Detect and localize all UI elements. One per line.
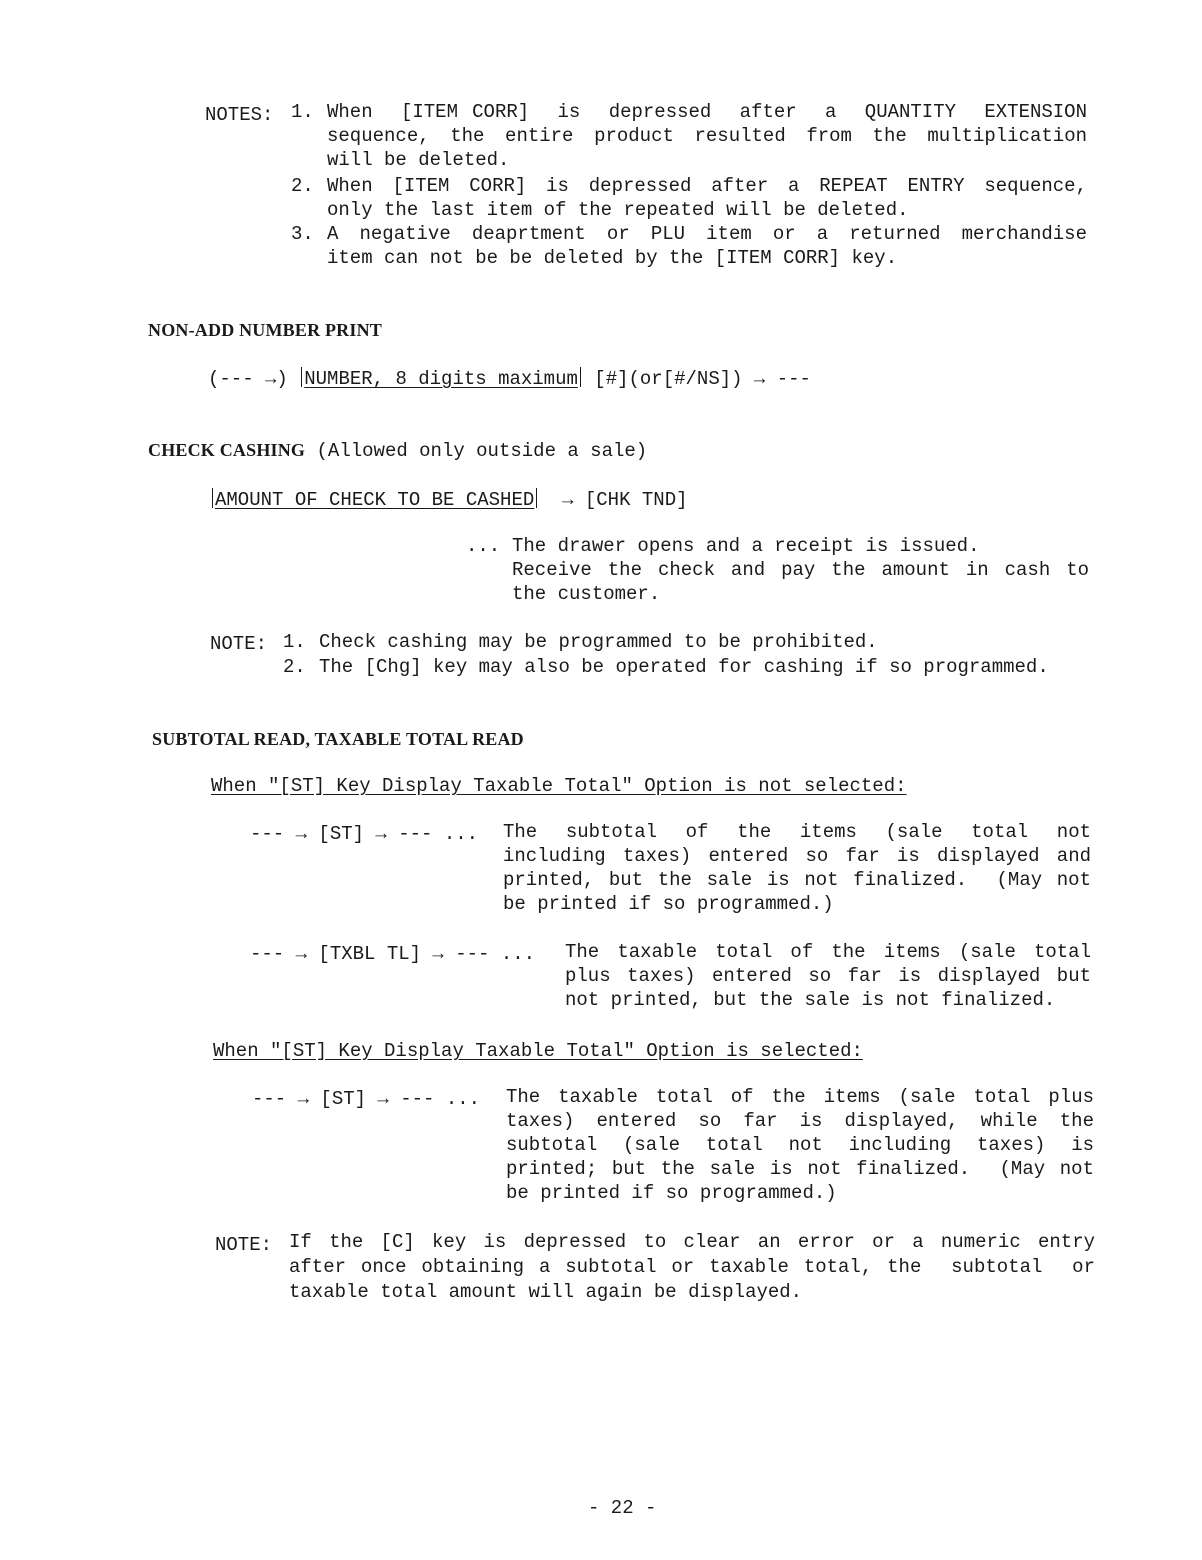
result-line: subtotal (sale total not including taxes) is <box>506 1134 1094 1156</box>
note-text-line: taxable total amount will again be displayed. <box>289 1281 803 1303</box>
result-line: including taxes) entered so far is displayed and <box>503 845 1091 867</box>
note-label: NOTE: <box>215 1234 273 1256</box>
heading-note: (Allowed only outside a sale) <box>316 440 648 462</box>
st-key-sequence: --- → [ST] → --- ... <box>252 1088 481 1110</box>
note-text-line: When [ITEM CORR] is depressed after a QUANTITY EXTENSION <box>327 101 1087 123</box>
result-line: not printed, but the sale is not finalized. <box>565 989 1056 1011</box>
note-label: NOTE: <box>210 633 268 655</box>
note-number: 3. <box>291 223 314 245</box>
note-number: 1. <box>283 631 306 653</box>
txbl-key-sequence: --- → [TXBL TL] → --- ... <box>250 943 536 965</box>
section-heading-check-cashing: CHECK CASHING <box>148 440 306 460</box>
result-line: be printed if so programmed.) <box>506 1182 837 1204</box>
result-line: be printed if so programmed.) <box>503 893 834 915</box>
note-text-line: A negative deaprtment or PLU item or a returned merchandise <box>327 223 1087 245</box>
result-dots: ... <box>466 535 501 557</box>
case2-title: When "[ST] Key Display Taxable Total" Option is selected: <box>213 1040 863 1062</box>
result-line: printed, but the sale is not finalized. (May not <box>503 869 1091 891</box>
note-text-line: Check cashing may be programmed to be prohibited. <box>319 631 878 653</box>
note-text-line: sequence, the entire product resulted from the multiplication <box>327 125 1087 147</box>
check-cashing-sequence <box>210 488 688 511</box>
sequence-prefix: (--- →) <box>208 368 288 390</box>
sequence-suffix: [#](or[#/NS]) → --- <box>594 368 811 390</box>
st-key-sequence: --- → [ST] → --- ... <box>250 823 479 845</box>
page-number: - 22 - <box>588 1497 657 1519</box>
chk-tnd-key: → [CHK TND] <box>562 489 688 511</box>
result-line: printed; but the sale is not finalized. (May not <box>506 1158 1094 1180</box>
note-number: 2. <box>283 656 306 678</box>
section-heading-non-add: NON-ADD NUMBER PRINT <box>148 320 382 340</box>
note-text-line: item can not be be deleted by the [ITEM CORR] key. <box>327 247 898 269</box>
note-text-line: If the [C] key is depressed to clear an error or a numeric entry <box>289 1231 1095 1253</box>
result-line: Receive the check and pay the amount in cash to <box>512 559 1089 581</box>
section-heading-subtotal: SUBTOTAL READ, TAXABLE TOTAL READ <box>152 729 524 749</box>
note-text-line: only the last item of the repeated will be deleted. <box>327 199 909 221</box>
result-line: the customer. <box>512 583 661 605</box>
note-number: 2. <box>291 175 314 197</box>
note-text-line: after once obtaining a subtotal or taxable total, the subtotal or <box>289 1256 1095 1278</box>
note-text-line: will be deleted. <box>327 149 510 171</box>
result-line: The taxable total of the items (sale total plus <box>506 1086 1094 1108</box>
result-line: The drawer opens and a receipt is issued. <box>512 535 980 557</box>
result-line: plus taxes) entered so far is displayed but <box>565 965 1091 987</box>
result-line: The taxable total of the items (sale total <box>565 941 1091 963</box>
note-text-line: When [ITEM CORR] is depressed after a REPEAT ENTRY sequence, <box>327 175 1087 197</box>
note-text-line: The [Chg] key may also be operated for cashing if so programmed. <box>319 656 1049 678</box>
case1-title: When "[ST] Key Display Taxable Total" Option is not selected: <box>211 775 907 797</box>
check-cashing-title <box>148 440 647 462</box>
note-number: 1. <box>291 101 314 123</box>
non-add-sequence <box>208 367 811 390</box>
check-amount-field: AMOUNT OF CHECK TO BE CASHED <box>215 489 535 511</box>
result-line: The subtotal of the items (sale total not <box>503 821 1091 843</box>
notes-label: NOTES: <box>205 104 274 126</box>
number-input-field: NUMBER, 8 digits maximum <box>304 368 578 390</box>
result-line: taxes) entered so far is displayed, while the <box>506 1110 1094 1132</box>
